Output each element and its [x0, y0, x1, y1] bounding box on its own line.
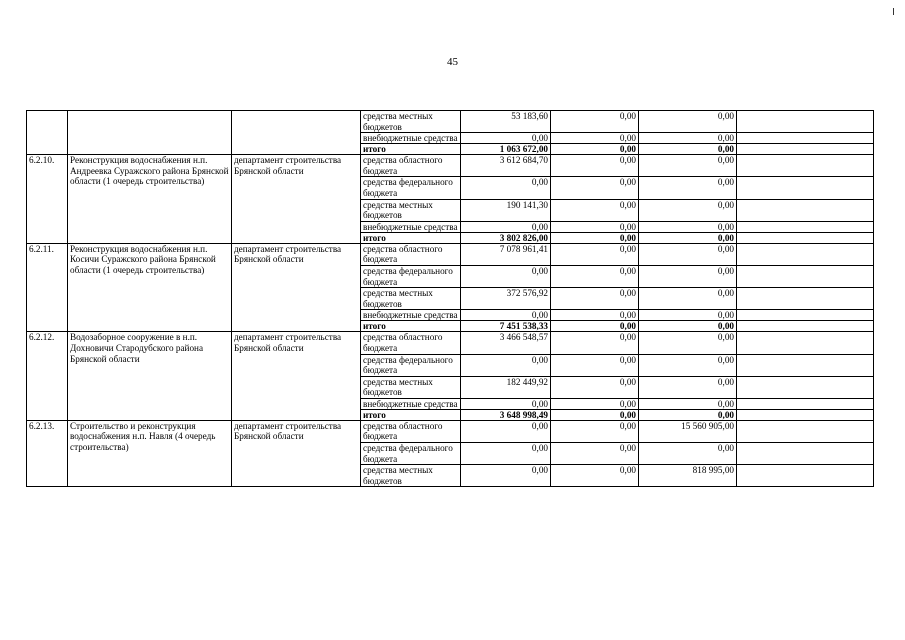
empty-cell — [737, 398, 874, 409]
funding-source-cell: итого — [361, 232, 461, 243]
funding-source-cell: итого — [361, 144, 461, 155]
amount-cell-1: 190 141,30 — [461, 199, 551, 221]
table-row — [27, 243, 874, 265]
empty-cell — [737, 288, 874, 310]
amount-cell-1: 0,00 — [461, 420, 551, 442]
empty-cell — [737, 443, 874, 465]
funding-source-cell: внебюджетные средства — [361, 221, 461, 232]
amount-cell-3: 0,00 — [639, 354, 737, 376]
amount-cell-2: 0,00 — [551, 321, 639, 332]
empty-cell — [737, 420, 874, 442]
empty-cell — [737, 354, 874, 376]
amount-cell-3: 0,00 — [639, 288, 737, 310]
department-cell: департамент строительства Брянской области — [232, 155, 361, 244]
empty-cell — [737, 409, 874, 420]
amount-cell-1: 0,00 — [461, 310, 551, 321]
amount-cell-3: 0,00 — [639, 221, 737, 232]
empty-cell — [737, 465, 874, 487]
amount-cell-1: 0,00 — [461, 221, 551, 232]
amount-cell-3: 0,00 — [639, 232, 737, 243]
funding-source-cell: средства областного бюджета — [361, 243, 461, 265]
amount-cell-2: 0,00 — [551, 398, 639, 409]
amount-cell-1: 3 612 684,70 — [461, 155, 551, 177]
table-body — [27, 111, 874, 487]
funding-source-cell: средства местных бюджетов — [361, 288, 461, 310]
amount-cell-2: 0,00 — [551, 420, 639, 442]
amount-cell-3: 0,00 — [639, 111, 737, 133]
amount-cell-1: 7 451 538,33 — [461, 321, 551, 332]
department-cell: департамент строительства Брянской области — [232, 420, 361, 487]
funding-source-cell: средства местных бюджетов — [361, 111, 461, 133]
funding-source-cell: средства областного бюджета — [361, 420, 461, 442]
item-number-cell: 6.2.13. — [27, 420, 68, 487]
empty-cell — [737, 265, 874, 287]
funding-source-cell: средства федерального бюджета — [361, 265, 461, 287]
funding-source-cell: средства федерального бюджета — [361, 443, 461, 465]
funding-source-cell: внебюджетные средства — [361, 310, 461, 321]
empty-cell — [737, 111, 874, 133]
amount-cell-1: 0,00 — [461, 265, 551, 287]
amount-cell-2: 0,00 — [551, 155, 639, 177]
amount-cell-1: 0,00 — [461, 133, 551, 144]
amount-cell-2: 0,00 — [551, 409, 639, 420]
amount-cell-1: 0,00 — [461, 398, 551, 409]
empty-cell — [737, 144, 874, 155]
funding-source-cell: средства федерального бюджета — [361, 354, 461, 376]
amount-cell-3: 0,00 — [639, 177, 737, 199]
amount-cell-2: 0,00 — [551, 243, 639, 265]
table-row — [27, 111, 874, 133]
amount-cell-1: 3 466 548,57 — [461, 332, 551, 354]
funding-source-cell: итого — [361, 321, 461, 332]
table-row — [27, 332, 874, 354]
empty-cell — [737, 133, 874, 144]
empty-cell — [737, 155, 874, 177]
empty-cell — [737, 177, 874, 199]
amount-cell-1: 0,00 — [461, 465, 551, 487]
amount-cell-1: 7 078 961,41 — [461, 243, 551, 265]
amount-cell-2: 0,00 — [551, 310, 639, 321]
amount-cell-3: 0,00 — [639, 133, 737, 144]
funding-source-cell: средства федерального бюджета — [361, 177, 461, 199]
budget-table — [26, 110, 874, 487]
item-number-cell — [27, 111, 68, 155]
project-name-cell: Строительство и реконструкция водоснабжения н.п. Навля (4 очередь строительства) — [68, 420, 232, 487]
amount-cell-3: 0,00 — [639, 155, 737, 177]
empty-cell — [737, 310, 874, 321]
amount-cell-1: 182 449,92 — [461, 376, 551, 398]
amount-cell-1: 1 063 672,00 — [461, 144, 551, 155]
amount-cell-3: 0,00 — [639, 199, 737, 221]
empty-cell — [737, 243, 874, 265]
amount-cell-2: 0,00 — [551, 354, 639, 376]
amount-cell-3: 0,00 — [639, 144, 737, 155]
amount-cell-3: 0,00 — [639, 443, 737, 465]
amount-cell-3: 818 995,00 — [639, 465, 737, 487]
funding-source-cell: средства местных бюджетов — [361, 376, 461, 398]
amount-cell-3: 0,00 — [639, 310, 737, 321]
amount-cell-3: 0,00 — [639, 265, 737, 287]
scan-mark — [893, 8, 894, 15]
amount-cell-3: 0,00 — [639, 321, 737, 332]
amount-cell-2: 0,00 — [551, 144, 639, 155]
amount-cell-2: 0,00 — [551, 443, 639, 465]
amount-cell-2: 0,00 — [551, 199, 639, 221]
funding-source-cell: внебюджетные средства — [361, 133, 461, 144]
amount-cell-2: 0,00 — [551, 465, 639, 487]
project-name-cell — [68, 111, 232, 155]
amount-cell-2: 0,00 — [551, 221, 639, 232]
amount-cell-2: 0,00 — [551, 177, 639, 199]
amount-cell-2: 0,00 — [551, 376, 639, 398]
amount-cell-2: 0,00 — [551, 133, 639, 144]
amount-cell-1: 372 576,92 — [461, 288, 551, 310]
funding-source-cell: внебюджетные средства — [361, 398, 461, 409]
amount-cell-3: 0,00 — [639, 409, 737, 420]
empty-cell — [737, 321, 874, 332]
amount-cell-1: 3 648 998,49 — [461, 409, 551, 420]
empty-cell — [737, 221, 874, 232]
amount-cell-2: 0,00 — [551, 288, 639, 310]
funding-source-cell: средства местных бюджетов — [361, 199, 461, 221]
amount-cell-1: 0,00 — [461, 354, 551, 376]
amount-cell-3: 15 560 905,00 — [639, 420, 737, 442]
amount-cell-3: 0,00 — [639, 376, 737, 398]
funding-source-cell: средства местных бюджетов — [361, 465, 461, 487]
amount-cell-1: 0,00 — [461, 443, 551, 465]
amount-cell-2: 0,00 — [551, 265, 639, 287]
funding-source-cell: итого — [361, 409, 461, 420]
amount-cell-1: 3 802 826,00 — [461, 232, 551, 243]
page-number: 45 — [447, 56, 458, 68]
project-name-cell: Реконструкция водоснабжения н.п. Андреевка Суражского района Брянской области (1 очередь строительства) — [68, 155, 232, 244]
amount-cell-2: 0,00 — [551, 332, 639, 354]
project-name-cell: Реконструкция водоснабжения н.п. Косичи Суражского района Брянской области (1 очередь строительства) — [68, 243, 232, 332]
funding-source-cell: средства областного бюджета — [361, 332, 461, 354]
amount-cell-3: 0,00 — [639, 332, 737, 354]
amount-cell-3: 0,00 — [639, 243, 737, 265]
table-row — [27, 155, 874, 177]
amount-cell-2: 0,00 — [551, 232, 639, 243]
item-number-cell: 6.2.10. — [27, 155, 68, 244]
amount-cell-3: 0,00 — [639, 398, 737, 409]
department-cell: департамент строительства Брянской области — [232, 332, 361, 421]
funding-source-cell: средства областного бюджета — [361, 155, 461, 177]
department-cell — [232, 111, 361, 155]
empty-cell — [737, 199, 874, 221]
empty-cell — [737, 232, 874, 243]
department-cell: департамент строительства Брянской области — [232, 243, 361, 332]
empty-cell — [737, 376, 874, 398]
empty-cell — [737, 332, 874, 354]
project-name-cell: Водозаборное сооружение в н.п. Дохновичи Стародубского района Брянской области — [68, 332, 232, 421]
amount-cell-1: 53 183,60 — [461, 111, 551, 133]
amount-cell-1: 0,00 — [461, 177, 551, 199]
amount-cell-2: 0,00 — [551, 111, 639, 133]
item-number-cell: 6.2.12. — [27, 332, 68, 421]
item-number-cell: 6.2.11. — [27, 243, 68, 332]
table-row — [27, 420, 874, 442]
